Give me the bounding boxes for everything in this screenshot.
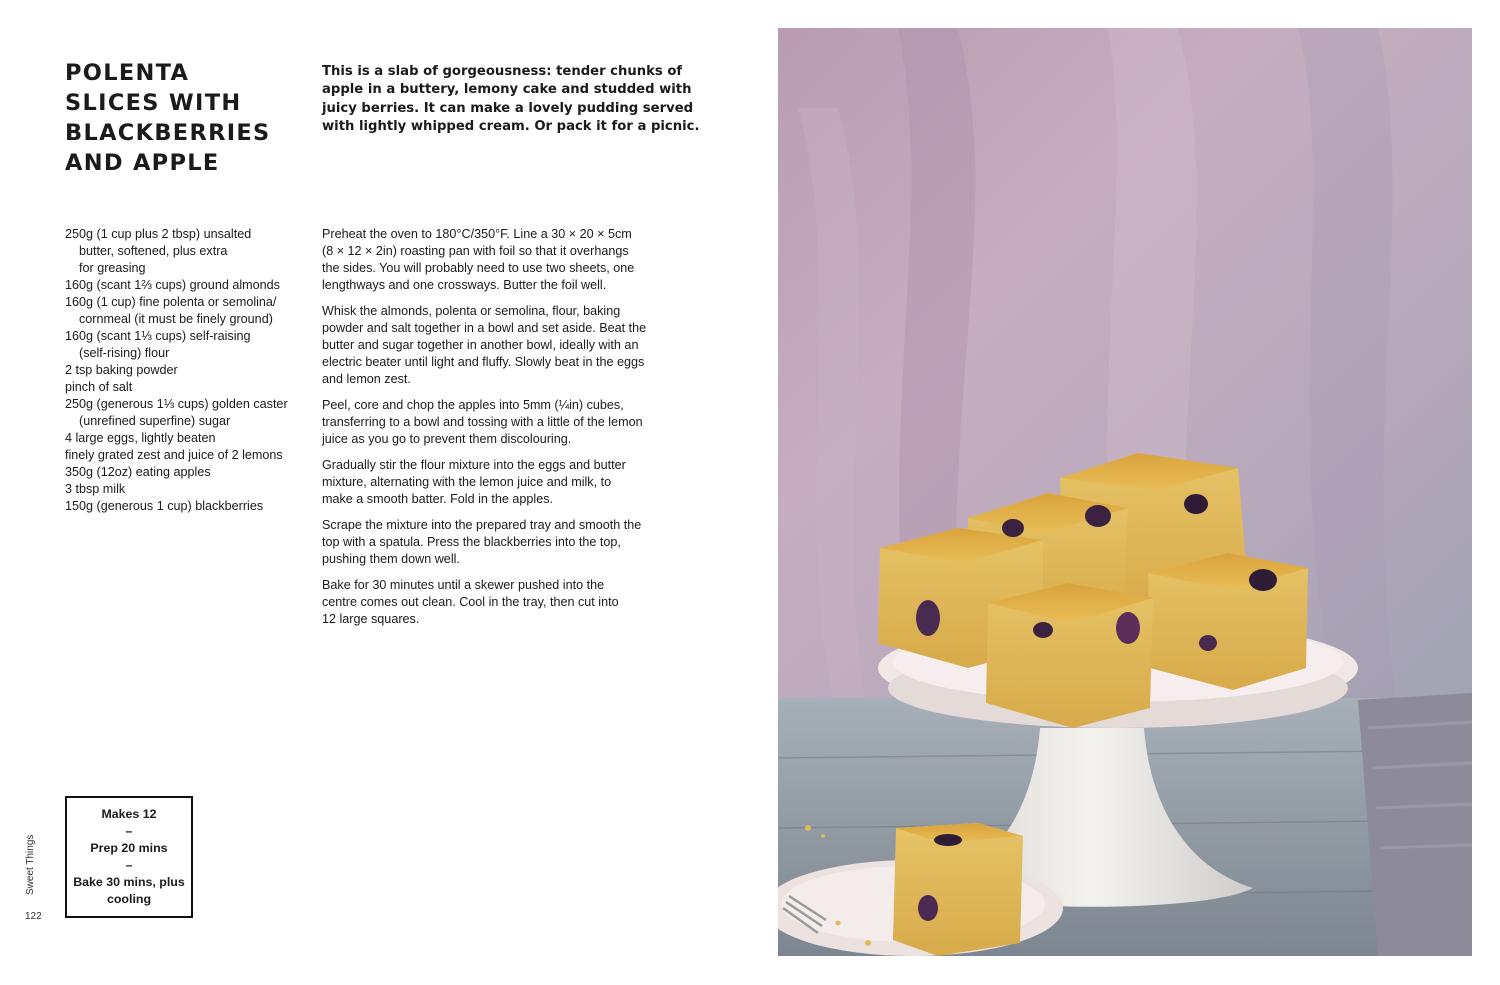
method-line: pushing them down well.	[322, 552, 460, 566]
bake-time: Bake 30 mins, plus	[73, 875, 185, 889]
intro-line: with lightly whipped cream. Or pack it for a picnic.	[322, 118, 700, 134]
ingredient-line: for greasing	[79, 261, 146, 275]
method-line: transferring to a bowl and tossing with a little of the lemon	[322, 415, 643, 429]
method-line: lengthways and one crossways. Butter the foil well.	[322, 278, 607, 292]
ingredient-item	[65, 277, 315, 294]
method-line: electric beater until light and fluffy. Slowly beat in the eggs	[322, 355, 645, 369]
ingredient-item	[65, 481, 315, 498]
ingredient-line: 350g (12oz) eating apples	[65, 465, 211, 479]
ingredient-item	[65, 447, 315, 464]
method-line: Preheat the oven to 180°C/350°F. Line a 30 × 20 × 5cm	[322, 227, 632, 241]
intro-line: This is a slab of gorgeousness: tender chunks of	[322, 64, 683, 79]
method-line: powder and salt together in a bowl and set aside. Beat the	[322, 321, 647, 335]
ingredient-item	[65, 396, 315, 430]
ingredient-item	[65, 328, 315, 362]
recipe-photo	[778, 28, 1472, 956]
ingredient-line: 2 tsp baking powder	[65, 363, 178, 377]
info-separator: –	[125, 858, 133, 872]
blackberry	[1184, 494, 1208, 514]
ingredient-line: 250g (generous 1⅓ cups) golden caster	[65, 397, 288, 411]
blackberry	[934, 834, 962, 846]
method-step	[322, 517, 692, 568]
ingredient-line: 150g (generous 1 cup) blackberries	[65, 499, 264, 513]
method-line: 12 large squares.	[322, 612, 420, 626]
ingredient-item	[65, 379, 315, 396]
servings: Makes 12	[101, 807, 157, 821]
recipe-intro	[322, 63, 700, 136]
page-number: 122	[25, 911, 42, 922]
section-label: Sweet Things	[25, 834, 36, 895]
ingredient-line: finely grated zest and juice of 2 lemons	[65, 448, 283, 462]
ingredient-line: butter, softened, plus extra	[79, 244, 228, 258]
title-line: POLENTA	[65, 60, 190, 86]
method-line: Gradually stir the flour mixture into the eggs and butter	[322, 458, 626, 472]
method-line: the sides. You will probably need to use two sheets, one	[322, 261, 635, 275]
ingredient-line: 4 large eggs, lightly beaten	[65, 431, 216, 445]
recipe-title	[65, 58, 305, 178]
bake-time-extra: cooling	[106, 892, 152, 906]
method-steps	[322, 226, 692, 637]
ingredient-item	[65, 498, 315, 515]
intro-line: juicy berries. It can make a lovely pudding served	[322, 100, 694, 116]
title-line: AND APPLE	[65, 150, 220, 176]
method-line: Peel, core and chop the apples into 5mm (¼in) cubes,	[322, 398, 624, 412]
method-line: butter and sugar together in another bowl, ideally with an	[322, 338, 639, 352]
ingredient-line: (self-rising) flour	[79, 346, 170, 360]
blackberry	[1085, 505, 1111, 527]
ingredient-item	[65, 294, 315, 328]
blackberry	[918, 895, 938, 921]
title-line: SLICES WITH	[65, 90, 242, 116]
ingredient-line: 160g (scant 1⅓ cups) self-raising	[65, 329, 251, 343]
method-line: top with a spatula. Press the blackberries into the top,	[322, 535, 621, 549]
method-step	[322, 397, 692, 448]
recipe-info-box	[65, 796, 193, 918]
ingredient-line: 3 tbsp milk	[65, 482, 126, 496]
ingredient-item	[65, 226, 315, 277]
method-step	[322, 303, 692, 388]
ingredient-line: 160g (scant 1⅔ cups) ground almonds	[65, 278, 280, 292]
blackberry	[916, 600, 940, 636]
ingredient-line: 160g (1 cup) fine polenta or semolina/	[65, 295, 277, 309]
method-line: make a smooth batter. Fold in the apples.	[322, 492, 554, 506]
ingredient-item	[65, 430, 315, 447]
ingredient-line: cornmeal (it must be finely ground)	[79, 312, 273, 326]
blackberry	[1249, 569, 1277, 591]
ingredients-list	[65, 226, 315, 515]
ingredient-line: (unrefined superfine) sugar	[79, 414, 231, 428]
method-step	[322, 226, 692, 294]
method-line: mixture, alternating with the lemon juice and milk, to	[322, 475, 612, 489]
method-line: Whisk the almonds, polenta or semolina, flour, baking	[322, 304, 621, 318]
method-line: juice as you go to prevent them discolouring.	[322, 432, 572, 446]
blackberry	[1002, 519, 1024, 537]
ingredient-line: pinch of salt	[65, 380, 133, 394]
intro-line: apple in a buttery, lemony cake and studded with	[322, 82, 692, 98]
method-step	[322, 457, 692, 508]
method-line: and lemon zest.	[322, 372, 411, 386]
ingredient-item	[65, 362, 315, 379]
blackberry	[1116, 612, 1140, 644]
method-line: Bake for 30 minutes until a skewer pushed into the	[322, 578, 605, 592]
prep-time: Prep 20 mins	[90, 841, 168, 855]
blackberry	[1199, 635, 1217, 651]
method-step	[322, 577, 692, 628]
ingredient-item	[65, 464, 315, 481]
info-separator: –	[125, 824, 133, 838]
title-line: BLACKBERRIES	[65, 120, 271, 146]
method-line: Scrape the mixture into the prepared tray and smooth the	[322, 518, 642, 532]
method-line: (8 × 12 × 2in) roasting pan with foil so that it overhangs	[322, 244, 629, 258]
method-line: centre comes out clean. Cool in the tray, then cut into	[322, 595, 619, 609]
ingredient-line: 250g (1 cup plus 2 tbsp) unsalted	[65, 227, 252, 241]
blackberry	[1033, 622, 1053, 638]
napkin	[1358, 693, 1472, 956]
